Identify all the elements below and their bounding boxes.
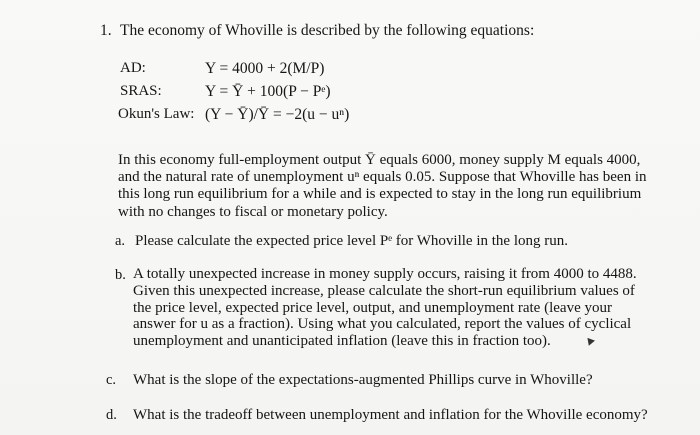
part-b-line: answer for u as a fraction). Using what you calculated, report the values of cyclical [133,316,632,333]
part-a-text: Please calculate the expected price level Pᵉ for Whoville in the long run. [135,233,568,249]
part-d-text: What is the tradeoff between unemployment and inflation for the Whoville economy? [133,407,648,423]
paragraph-line: In this economy full-employment output Ȳ equals 6000, money supply M equals 4000, [118,152,641,168]
equation-label-ad: AD: [120,60,146,76]
paragraph-line: and the natural rate of unemployment uⁿ equals 0.05. Suppose that Whoville has been in [118,169,647,186]
part-b-line: unemployment and unanticipated inflation (leave this in fraction too). [133,333,551,350]
question-intro: The economy of Whoville is described by the following equations: [120,22,535,39]
part-b-letter: b. [115,267,126,283]
part-b-line: A totally unexpected increase in money supply occurs, raising it from 4000 to 4488. [133,266,637,282]
equation-label-sras: SRAS: [120,83,162,99]
part-c-text: What is the slope of the expectations-augmented Phillips curve in Whoville? [133,372,593,388]
scenario-paragraph [118,152,647,221]
part-b-text [133,266,637,350]
part-a-letter: a. [115,233,126,249]
equation-label-okun: Okun's Law: [118,106,195,122]
part-d-letter: d. [106,407,117,423]
equation-sras: Y = Ȳ + 100(P − Pᵉ) [205,83,331,100]
question-number: 1. [100,22,112,39]
part-b-line: Given this unexpected increase, please calculate the short-run equilibrium values of [133,282,635,299]
equation-okun: (Y − Ȳ)/Ȳ = −2(u − uⁿ) [205,106,350,123]
equation-ad: Y = 4000 + 2(M/P) [205,60,325,77]
paragraph-line: with no changes to fiscal or monetary policy. [118,203,388,220]
part-c-letter: c. [106,372,117,388]
part-b-line: the price level, expected price level, output, and unemployment rate (leave your [133,299,612,316]
paragraph-line: this long run equilibrium for a while and is expected to stay in the long run equilibrium [118,186,642,203]
